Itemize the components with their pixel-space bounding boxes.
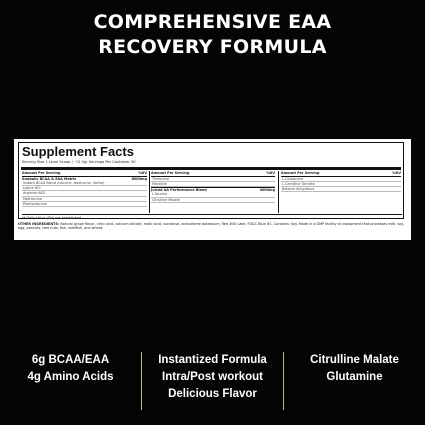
other-ingredients-label: OTHER INGREDIENTS: [18,222,60,226]
ingredient-name: Anabolic BCAA & EAA Matrix [22,176,77,181]
headline-line-2: RECOVERY FORMULA [98,36,327,58]
supplement-facts-label [14,139,411,240]
feature-line: Delicious Flavor [168,388,257,400]
ingredient-name: Methionine [23,196,42,201]
column-divider [278,171,279,213]
other-ingredients-text: Natural grape flavor, citric acid, calcium silicate, malic acid, sucralose, acesulfame potassium, Red #40 Lake, FD&C Blue #1. Contains: Soy. Made in a GMP facility on equipment that processes milk, soy, egg, peanuts, tree nuts, fish, shellfish, and wheat. [18,222,405,231]
ingredient-name: L-Carnitine Tartrate [282,181,315,186]
facts-column-3 [281,171,401,213]
feature-highlights [0,352,425,412]
feature-line: Glutamine [326,371,383,383]
feature-line: Instantized Formula [158,354,267,366]
ingredient-name: Betaine Anhydrous [282,187,315,192]
ingredient-name: Histidine [152,181,167,186]
facts-heading: Supplement Facts [22,144,134,159]
amount-header: Amount Per Serving [151,171,190,175]
other-ingredients [18,222,408,230]
facts-column-1 [22,171,147,213]
dv-header: %DV [266,171,275,175]
feature-line: Citrulline Malate [310,354,399,366]
ingredient-name: Arginine AKG [23,191,46,196]
feature-line: Intra/Post workout [162,371,263,383]
feature-instantized [142,352,283,412]
ingredient-row [151,198,275,203]
dv-header: %DV [392,171,401,175]
ingredient-name: L-Taurine [152,192,168,197]
feature-amino-acids [0,352,141,412]
ingredient-name: Lysine HCl [23,186,41,191]
dv-header: %DV [138,171,147,175]
feature-line: 4g Amino Acids [27,371,114,383]
feature-line: 6g BCAA/EAA [31,354,110,366]
ingredient-amount: 6000mg [131,176,147,181]
ingredient-name: Citrulline Malate [152,197,180,202]
ingredient-name: Threonine [152,176,170,181]
heading-divider [21,167,401,170]
ingredient-row [281,187,401,192]
column-divider [149,171,150,213]
ingredient-row [22,202,147,207]
feature-citrulline [284,352,425,412]
serving-info: Serving Size 1 Level Scoop (~12.5g) Servings Per Container 30 [22,160,136,164]
daily-value-note: ** Daily Value (DV) not established. [22,214,402,220]
blend-name: Juiced AA Performance Blend [151,188,207,193]
facts-column-2 [151,171,275,213]
headline-line-1: COMPREHENSIVE EAA [93,11,332,33]
amount-header: Amount Per Serving [22,171,61,175]
headline [0,10,425,60]
ingredient-name: Instant BCAA Blend (Leucine, Isoleucine, Valine) [23,180,105,185]
amount-header: Amount Per Serving [281,171,320,175]
blend-amount: 4000mg [259,188,275,193]
ingredient-name: L-Glutamine [282,176,303,181]
supplement-facts-box [18,142,404,219]
ingredient-name: Phenylalanine [23,201,47,206]
